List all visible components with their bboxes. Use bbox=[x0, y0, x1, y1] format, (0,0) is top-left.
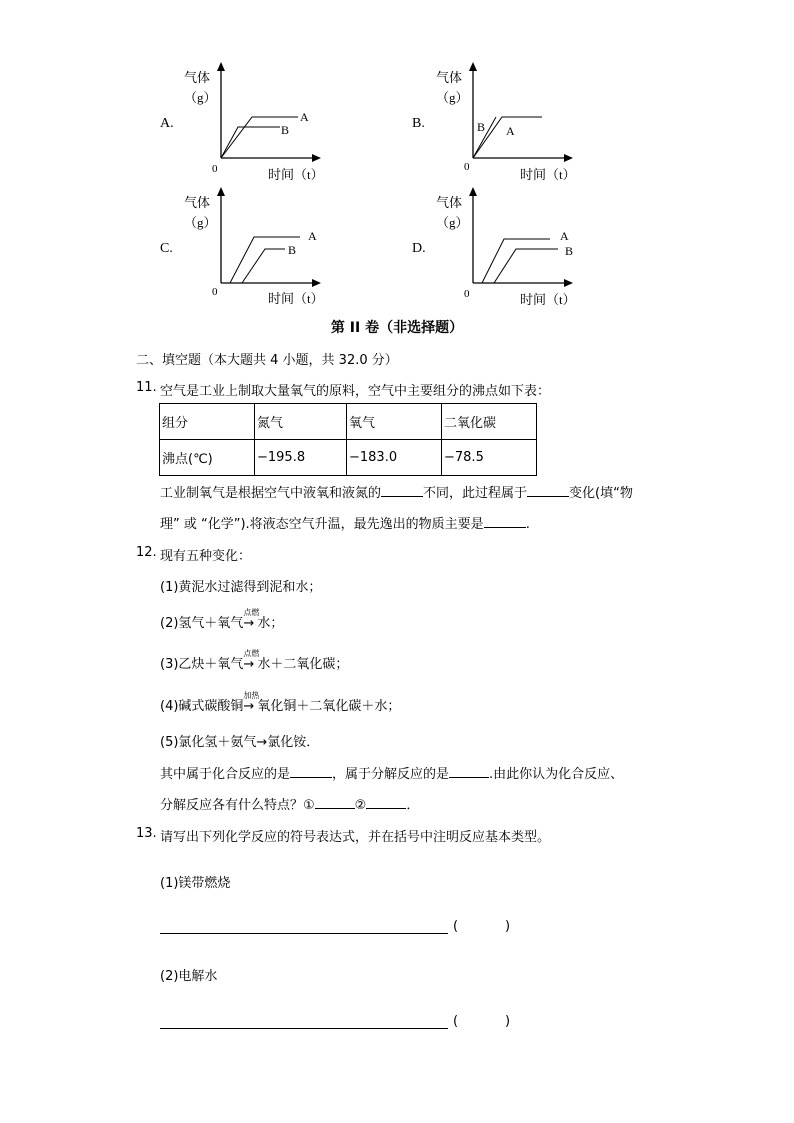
line-b bbox=[242, 249, 285, 283]
option-a-label: A. bbox=[160, 116, 174, 131]
x-axis-arrow bbox=[312, 279, 321, 287]
line-b bbox=[494, 249, 558, 283]
paren-open: ( bbox=[453, 1014, 459, 1029]
item-text: (4)碱式碳酸铜 bbox=[160, 699, 244, 714]
q12-line2-a: 分解反应各有什么特点？① bbox=[160, 798, 315, 813]
reaction-condition: 加热 bbox=[243, 691, 260, 700]
q11-line2-b: . bbox=[525, 517, 530, 532]
paren-open: ( bbox=[453, 919, 459, 934]
q11-line1 bbox=[160, 482, 633, 501]
q12-number: 12. bbox=[136, 545, 157, 560]
answer-blank[interactable] bbox=[315, 794, 355, 809]
y-axis-unit: （g） bbox=[184, 90, 217, 105]
table-cell: −78.5 bbox=[442, 440, 537, 476]
line-a-label: A bbox=[506, 124, 515, 138]
origin-label: 0 bbox=[464, 161, 470, 173]
option-d-label: D. bbox=[412, 241, 426, 256]
q11-line2 bbox=[160, 513, 530, 532]
table-row bbox=[160, 404, 537, 440]
answer-blank[interactable] bbox=[449, 763, 489, 778]
q11-line2-a: 理” 或 “化学”).将液态空气升温，最先逸出的物质主要是 bbox=[160, 517, 484, 532]
table-cell: 氧气 bbox=[347, 404, 442, 440]
x-axis-label: 时间（t） bbox=[520, 167, 576, 182]
paren-close: ) bbox=[505, 1014, 511, 1029]
q12-intro: 现有五种变化： bbox=[160, 549, 252, 564]
y-axis-label: 气体 bbox=[436, 195, 463, 210]
y-axis-label: 气体 bbox=[436, 70, 463, 85]
item-text: 水＋二氧化碳； bbox=[257, 657, 349, 672]
arrow-icon: → bbox=[243, 616, 255, 631]
reaction-condition: 点燃 bbox=[243, 649, 260, 658]
line-a bbox=[482, 239, 550, 283]
q12-item-4 bbox=[160, 691, 401, 714]
table-row bbox=[160, 440, 537, 476]
x-axis-label: 时间（t） bbox=[268, 291, 324, 306]
line-a-label: A bbox=[308, 229, 317, 243]
line-b-label: B bbox=[281, 123, 290, 137]
y-axis-arrow bbox=[469, 62, 477, 71]
q12-line2-b: ② bbox=[354, 798, 367, 813]
reaction-arrow bbox=[243, 691, 260, 714]
reaction-arrow bbox=[243, 649, 260, 672]
x-axis-label: 时间（t） bbox=[268, 167, 324, 182]
line-b-label: B bbox=[477, 120, 486, 134]
table-cell: 组分 bbox=[160, 404, 255, 440]
q12-item-3 bbox=[160, 649, 349, 672]
y-axis-unit: （g） bbox=[436, 90, 469, 105]
table-cell: 二氧化碳 bbox=[442, 404, 537, 440]
q11-number: 11. bbox=[136, 380, 157, 395]
graph-option-c bbox=[180, 187, 330, 312]
q13-sub-2: (2)电解水 bbox=[160, 969, 218, 984]
origin-label: 0 bbox=[212, 286, 218, 298]
x-axis-label: 时间（t） bbox=[520, 292, 576, 307]
table-cell: 氮气 bbox=[255, 404, 347, 440]
x-axis-arrow bbox=[564, 279, 573, 287]
origin-label: 0 bbox=[212, 163, 218, 175]
option-c-label: C. bbox=[160, 241, 173, 256]
answer-blank[interactable] bbox=[381, 482, 423, 497]
q12-item-1: (1)黄泥水过滤得到泥和水； bbox=[160, 580, 322, 595]
graph-option-b bbox=[432, 62, 582, 187]
q13-sub-1: (1)镁带燃烧 bbox=[160, 876, 231, 891]
graph-option-a bbox=[180, 62, 330, 187]
answer-line[interactable] bbox=[160, 1028, 448, 1029]
answer-blank[interactable] bbox=[484, 513, 526, 528]
x-axis-arrow bbox=[312, 154, 321, 162]
line-a-label: A bbox=[300, 110, 309, 124]
q11-line1-a: 工业制氧气是根据空气中液氧和液氮的 bbox=[160, 486, 382, 501]
item-text: (2)氢气＋氧气 bbox=[160, 616, 244, 631]
section-title: 第 II 卷（非选择题） bbox=[330, 320, 464, 336]
graph-option-d bbox=[432, 187, 582, 312]
option-b-label: B. bbox=[412, 116, 425, 131]
q12-line1-b: ，属于分解反应的是 bbox=[332, 767, 450, 782]
reaction-condition: 点燃 bbox=[243, 608, 260, 617]
y-axis-arrow bbox=[217, 187, 225, 196]
table-cell: 沸点(℃) bbox=[160, 440, 255, 476]
q13-number: 13. bbox=[136, 826, 157, 841]
q12-line2-c: ． bbox=[406, 798, 420, 813]
y-axis-label: 气体 bbox=[184, 70, 211, 85]
q12-item-2 bbox=[160, 608, 284, 631]
y-axis-arrow bbox=[217, 62, 225, 71]
arrow-icon: → bbox=[243, 699, 255, 714]
boiling-point-table bbox=[159, 403, 537, 476]
paren-close: ) bbox=[505, 919, 511, 934]
answer-blank[interactable] bbox=[527, 482, 569, 497]
x-axis-arrow bbox=[564, 154, 573, 162]
q11-line1-b: 不同，此过程属于 bbox=[423, 486, 528, 501]
item-text: (3)乙炔＋氧气 bbox=[160, 657, 244, 672]
reaction-arrow bbox=[243, 608, 260, 631]
item-text: 氧化铜＋二氧化碳＋水； bbox=[257, 699, 401, 714]
q11-text: 空气是工业上制取大量氧气的原料，空气中主要组分的沸点如下表： bbox=[160, 384, 551, 399]
answer-line[interactable] bbox=[160, 933, 448, 934]
part-heading: 二、填空题（本大题共 4 小题，共 32.0 分） bbox=[136, 353, 398, 368]
y-axis-label: 气体 bbox=[184, 195, 211, 210]
q11-line1-c: 变化(填“物 bbox=[569, 486, 633, 501]
y-axis-arrow bbox=[469, 187, 477, 196]
line-b bbox=[221, 127, 280, 158]
q12-item-5: (5)氯化氢＋氨气→氯化铵． bbox=[160, 735, 320, 750]
item-text: 水； bbox=[257, 616, 284, 631]
answer-blank[interactable] bbox=[366, 794, 406, 809]
line-a-label: A bbox=[560, 229, 569, 243]
q12-line1-c: .由此你认为化合反应、 bbox=[489, 767, 624, 782]
q12-line1 bbox=[160, 763, 623, 782]
table-cell: −183.0 bbox=[347, 440, 442, 476]
line-b-label: B bbox=[288, 243, 297, 257]
q12-line2 bbox=[160, 794, 419, 813]
y-axis-unit: （g） bbox=[436, 215, 469, 230]
q12-line1-a: 其中属于化合反应的是 bbox=[160, 767, 291, 782]
answer-blank[interactable] bbox=[290, 763, 332, 778]
arrow-icon: → bbox=[243, 657, 255, 672]
y-axis-unit: （g） bbox=[184, 215, 217, 230]
q13-text: 请写出下列化学反应的符号表达式，并在括号中注明反应基本类型。 bbox=[160, 830, 551, 845]
origin-label: 0 bbox=[464, 288, 470, 300]
line-b-label: B bbox=[565, 244, 574, 258]
table-cell: −195.8 bbox=[255, 440, 347, 476]
